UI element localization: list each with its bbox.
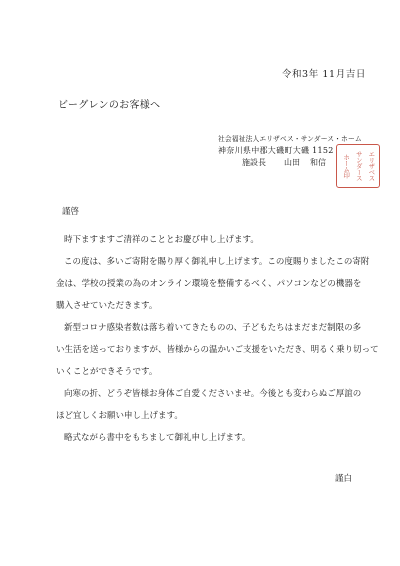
closing-word: 謹白	[334, 474, 352, 484]
seal-text-1: エリザベス	[367, 151, 376, 181]
letter-body	[56, 205, 379, 449]
seal-stamp	[336, 144, 380, 188]
paragraph-line: 向寒の折、どうぞ皆様お身体ご自愛くださいませ。今後とも変わらぬご厚誼の	[64, 389, 362, 399]
paragraph-line: 時下ますますご清祥のこととお慶び申し上げます。	[64, 235, 259, 245]
letter-date: 令和3年 11月吉日	[281, 69, 366, 80]
opening-word: 謹啓	[62, 207, 80, 217]
sender-organization: 社会福祉法人エリザベス・サンダース・ホーム	[218, 135, 362, 143]
paragraph-line: 略式ながら書中をもちまして御礼申し上げます。	[64, 433, 251, 443]
sender-title: 施設長	[242, 158, 266, 167]
recipient-line: ビーグレンのお客様へ	[58, 100, 161, 111]
sender-address: 神奈川県中郡大磯町大磯 1152	[218, 146, 334, 155]
sender-name-family: 山田	[284, 158, 300, 167]
paragraph-line: い生活を送っておりますが、皆様からの温かいご支援をいただき、明るく乗り切って	[56, 345, 379, 355]
paragraph-line: いくことができそうです。	[56, 367, 158, 377]
paragraph-line: 新型コロナ感染者数は落ち着いてきたものの、子どもたちはまだまだ制限の多	[64, 323, 362, 333]
seal-text-3: ホーム印	[342, 154, 351, 178]
paragraph-line: 金は、学校の授業の為のオンライン環境を整備するべく、パソコンなどの機器を	[56, 279, 362, 289]
sender-name-given: 和信	[310, 158, 326, 167]
paragraph-line: 購入させていただきます。	[56, 301, 158, 311]
paragraph-line: この度は、多いご寄附を賜り厚く御礼申し上げます。この度賜りましたこの寄附	[64, 257, 370, 267]
paragraph-line: ほど宜しくお願い申し上げます。	[56, 411, 183, 421]
seal-text-2: サンダース	[354, 151, 363, 181]
